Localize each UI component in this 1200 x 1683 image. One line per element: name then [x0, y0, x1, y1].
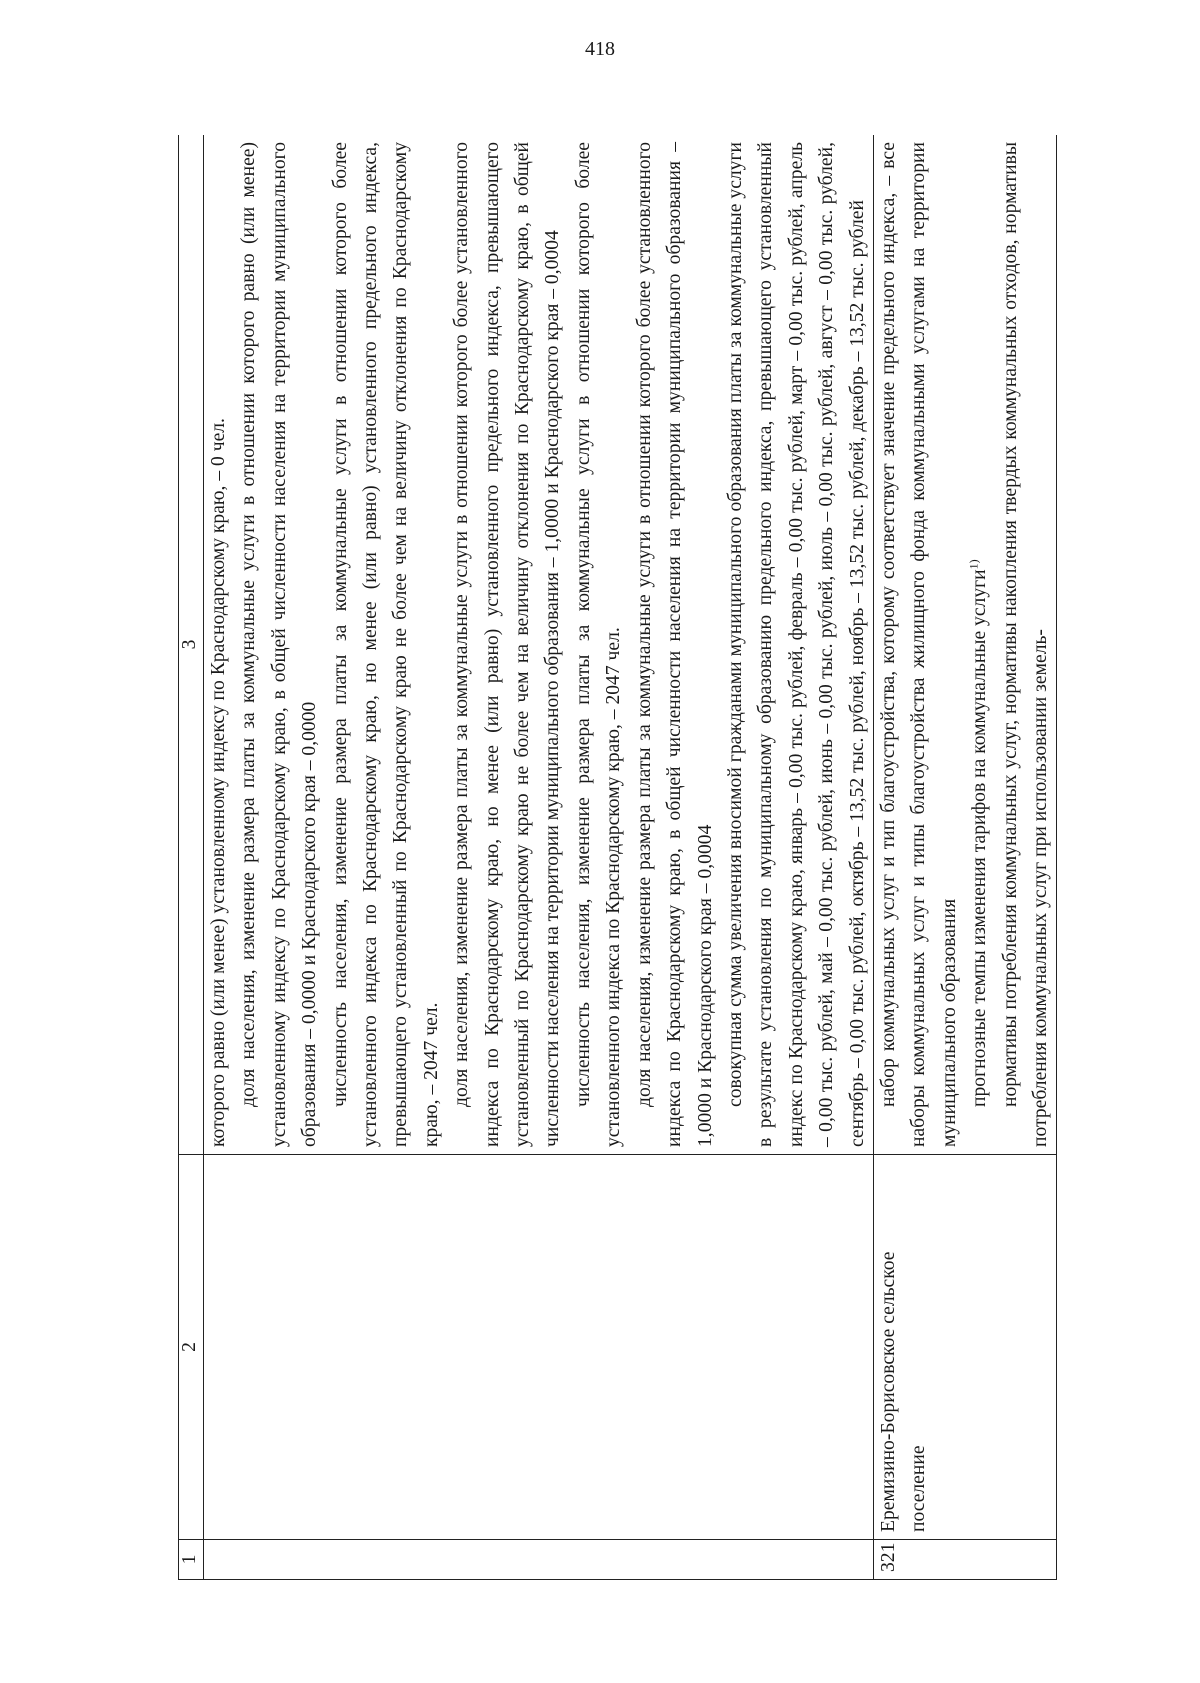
paragraph: доля населения, изменение размера платы за коммунальные услуги в отношении которого более установленного индекса по Краснодарскому краю, в общей численности населения на территории муниципального образования – 1,0000 и Краснодарского края – 0,0004	[633, 142, 716, 1147]
table-row-321	[873, 135, 1056, 1580]
landscape-table-frame	[178, 135, 1098, 1580]
paragraph-text: прогнозные темпы изменения тарифов на коммунальные услуги	[969, 569, 991, 1107]
footnote-mark: 1)	[966, 559, 981, 570]
paragraph: совокупная сумма увеличения вносимой гражданами муниципального образования платы за коммунальные услуги в результате установления по муниципальному образованию предельного индекса, превышающего установленный индекс по Краснодарскому краю, январь – 0,00 тыс. рублей, февраль – 0,00 тыс. рублей, март – 0,00 тыс. рублей, апрель – 0,00 тыс. рублей, май – 0,00 тыс. рублей, июнь – 0,00 тыс. рублей, июль – 0,00 тыс. рублей, август – 0,00 тыс. рублей, сентябрь – 0,00 тыс. рублей, октябрь – 13,52 тыс. рублей, ноябрь – 13,52 тыс. рублей, декабрь – 13,52 тыс. рублей	[724, 142, 868, 1147]
column-header-3: 3	[179, 135, 204, 1155]
page-number: 418	[585, 38, 615, 60]
paragraph: набор коммунальных услуг и тип благоустройства, которому соответствует значение предельного индекса, – все наборы коммунальных услуг и типы благоустройства жилищного фонда коммунальными услугами на территории муниципального образования	[877, 142, 960, 1147]
paragraph	[965, 142, 995, 1147]
column-header-2: 2	[179, 1155, 204, 1540]
column-header-1: 1	[179, 1540, 204, 1580]
paragraph: доля населения, изменение размера платы за коммунальные услуги в отношении которого равно (или менее) установленному индексу по Краснодарскому краю, в общей численности населения на территории муниципального образования – 0,0000 и Краснодарского края – 0,0000	[238, 142, 321, 1147]
paragraph: нормативы потребления коммунальных услуг, нормативы накопления твердых коммунальных отходов, нормативы потребления коммунальных услуг при использовании земель-	[999, 142, 1051, 1147]
column-number-row	[179, 135, 204, 1580]
paragraph: численность населения, изменение размера платы за коммунальные услуги в отношении которого более установленного индекса по Краснодарскому краю, – 2047 чел.	[572, 142, 625, 1147]
description-cell	[873, 135, 1056, 1155]
description-cell	[204, 135, 874, 1155]
paragraph: доля населения, изменение размера платы за коммунальные услуги в отношении которого более установленного индекса по Краснодарскому краю, но менее (или равно) установленного предельного индекса, превышающего установленный по Краснодарскому краю не более чем на величину отклонения по Краснодарскому краю, в общей численности населения на территории муниципального образования – 1,0000 и Краснодарского края – 0,0004	[451, 142, 564, 1147]
table-row-continuation	[204, 135, 874, 1580]
paragraph: которого равно (или менее) установленному индексу по Краснодарскому краю, – 0 чел.	[208, 418, 229, 1147]
row-number-cell: 321	[873, 1540, 1056, 1580]
row-number-cell	[204, 1540, 874, 1580]
municipality-name-cell	[204, 1155, 874, 1540]
rotated-table-area	[178, 135, 1098, 1580]
paragraph: численность населения, изменение размера платы за коммунальные услуги в отношении которого более установленного индекса по Краснодарскому краю, но менее (или равно) установленного предельного индекса, превышающего установленный по Краснодарскому краю не более чем на величину отклонения по Краснодарскому краю, – 2047 чел.	[329, 142, 442, 1147]
municipality-name-cell: Еремизино-Борисовское сельское поселение	[873, 1155, 1056, 1540]
document-table	[178, 135, 1057, 1580]
